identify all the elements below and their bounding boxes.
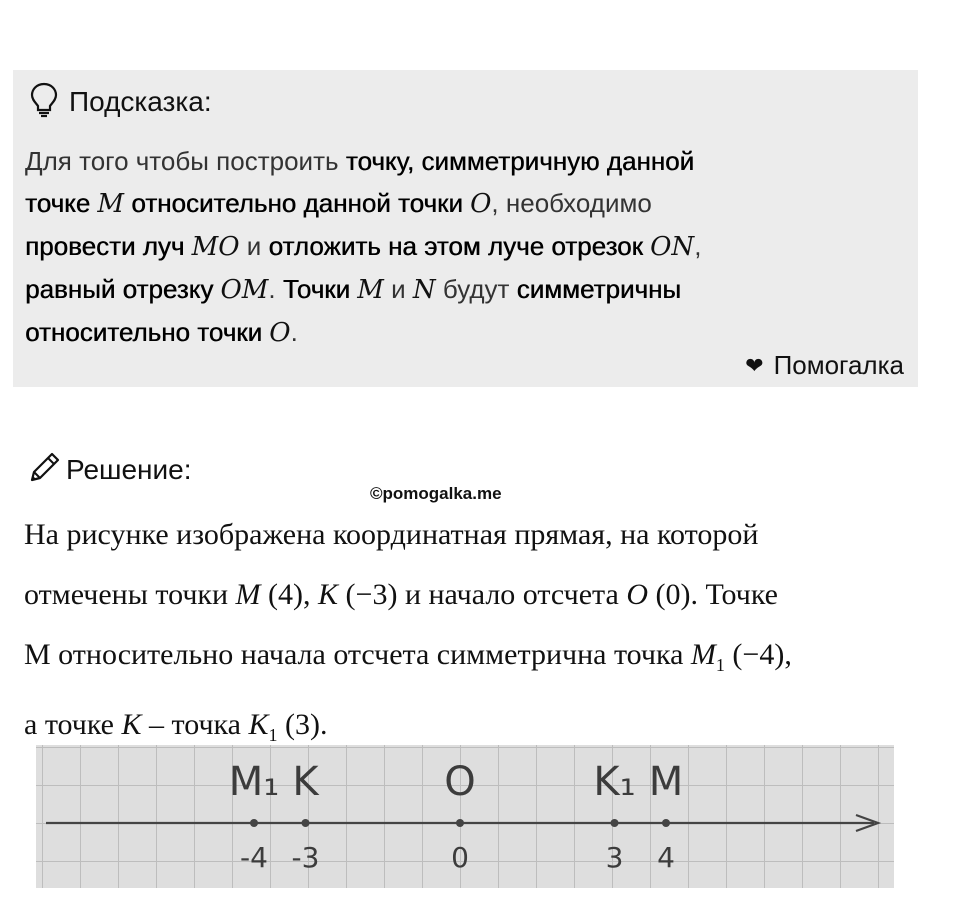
- math-symbol: N: [412, 275, 436, 305]
- math-symbol: M: [690, 638, 716, 671]
- text-line: [25, 311, 885, 354]
- hint-title: Подсказка:: [69, 86, 212, 117]
- text-segment: (−3) и начало отсчета: [338, 578, 627, 611]
- hint-text: [25, 140, 885, 354]
- tick-label: -3: [291, 841, 320, 874]
- text-segment: (3).: [277, 708, 328, 741]
- lightbulb-icon: [29, 82, 59, 122]
- point-marker: [250, 819, 258, 827]
- text-segment: Для того чтобы построить: [25, 146, 346, 176]
- math-symbol: K: [121, 708, 142, 741]
- text-segment: точку, симметричную данной: [345, 146, 695, 176]
- text-segment: и: [383, 274, 413, 304]
- hint-box: [13, 70, 918, 387]
- text-segment: будут: [435, 274, 517, 304]
- text-segment: М относительно начала отсчета симметрична точка: [24, 638, 691, 671]
- math-symbol: M: [97, 189, 125, 219]
- tick-label: -4: [240, 841, 268, 874]
- solution-header: [26, 450, 192, 490]
- text-segment: отложить на этом луче отрезок: [268, 231, 651, 261]
- text-segment: Точки: [282, 274, 358, 304]
- text-segment: – точка: [141, 708, 249, 741]
- brand: [745, 350, 904, 381]
- point-label: M₁: [228, 759, 280, 805]
- text-line: [24, 625, 924, 695]
- text-segment: , необходимо: [491, 188, 652, 218]
- point-marker: [611, 819, 619, 827]
- text-segment: (0). Точке: [647, 578, 778, 611]
- number-line-photo: [36, 745, 894, 888]
- text-segment: относительно данной точки: [124, 188, 471, 218]
- text-segment: .: [290, 317, 298, 347]
- tick-label: 4: [657, 841, 675, 874]
- text-segment: На рисунке изображена координатная прямая, на которой: [24, 518, 759, 551]
- math-symbol: M: [357, 275, 384, 305]
- text-segment: симметричны: [516, 274, 681, 304]
- text-segment: равный отрезку: [25, 274, 221, 304]
- text-segment: и: [239, 231, 269, 261]
- point-label: O: [444, 759, 476, 805]
- math-symbol: O: [626, 578, 648, 611]
- text-line: [25, 140, 885, 182]
- math-symbol: O: [269, 318, 291, 348]
- point-label: M: [648, 759, 684, 805]
- text-segment: ,: [694, 231, 702, 261]
- math-symbol: 1: [715, 655, 725, 675]
- brand-label: Помогалка: [773, 350, 904, 380]
- point-marker: [456, 819, 464, 827]
- point-label: K₁: [593, 759, 636, 805]
- text-line: [24, 565, 924, 625]
- text-line: [25, 268, 885, 311]
- math-symbol: K: [248, 708, 269, 741]
- tick-label: 3: [605, 841, 624, 874]
- text-segment: (−4),: [724, 638, 792, 671]
- math-symbol: OM: [220, 275, 269, 305]
- tick-label: 0: [451, 841, 469, 874]
- text-segment: относительно точки: [25, 317, 270, 347]
- math-symbol: ON: [650, 232, 695, 262]
- heart-icon: ❤: [745, 352, 764, 378]
- math-symbol: K: [318, 578, 339, 611]
- text-line: [24, 505, 924, 565]
- text-segment: провести луч: [25, 231, 192, 261]
- solution-text: [24, 505, 924, 765]
- math-symbol: O: [470, 189, 492, 219]
- text-segment: отмечены точки: [24, 578, 236, 611]
- point-marker: [302, 819, 310, 827]
- text-segment: точке: [25, 188, 98, 218]
- math-symbol: 1: [268, 725, 278, 745]
- point-marker: [662, 819, 670, 827]
- text-line: [25, 182, 885, 225]
- text-segment: а точке: [24, 708, 122, 741]
- math-symbol: MO: [191, 232, 240, 262]
- math-symbol: M: [235, 578, 261, 611]
- pencil-icon: [26, 450, 62, 490]
- solution-title: Решение:: [66, 454, 192, 485]
- text-segment: (4),: [260, 578, 319, 611]
- text-line: [25, 225, 885, 268]
- text-segment: .: [268, 274, 283, 304]
- watermark: ©pomogalka.me: [370, 484, 502, 503]
- point-label: K: [292, 759, 319, 805]
- hint-header: [29, 82, 212, 122]
